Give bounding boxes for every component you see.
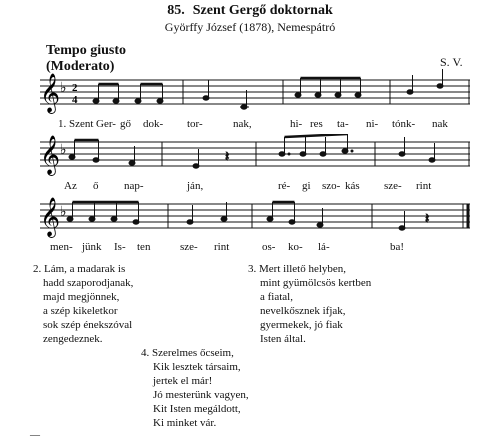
lyric-syllable: Az (64, 180, 77, 192)
verse-line: a fiatal, (260, 291, 293, 303)
collector-initials: S. V. (440, 55, 463, 69)
verse-4 (141, 346, 249, 430)
svg-text:𝄽: 𝄽 (425, 211, 430, 227)
song-number: 85. (167, 3, 185, 18)
lyric-syllable: ré- (278, 180, 291, 192)
verse-line: Jó mesterünk vagyen, (153, 389, 249, 401)
lyric-syllable: gi (302, 180, 311, 192)
tempo-marking-secondary: (Moderato) (46, 59, 115, 74)
lyric-syllable: men- (50, 241, 73, 253)
lyric-syllable: sze- (180, 241, 198, 253)
music-staff-3 (0, 196, 500, 240)
verse-line: jertek el már! (153, 375, 213, 387)
song-source: Györffy József (1878), Nemespátró (164, 20, 336, 34)
lyric-syllable: ba! (390, 241, 405, 253)
lyric-syllable: 1. Szent (58, 118, 94, 130)
lyric-syllable: Is- (114, 241, 126, 253)
lyric-syllable: sze- (384, 180, 402, 192)
svg-text:4: 4 (72, 94, 78, 106)
lyric-syllable: nap- (124, 180, 144, 192)
lyric-syllable: ján, (187, 180, 204, 192)
song-title-text: Szent Gergő doktornak (192, 3, 333, 18)
lyric-syllable: ko- (288, 241, 303, 253)
lyric-syllable: kás (345, 180, 360, 192)
verse-line: 3. Mert illető helyben, (248, 263, 347, 275)
svg-text:♭: ♭ (60, 80, 67, 96)
lyric-syllable: dok- (143, 118, 164, 130)
verse-line: Kik lesztek társaim, (153, 361, 241, 373)
lyric-syllable: lá- (318, 241, 330, 253)
lyric-syllable: nak (432, 118, 448, 130)
lyric-syllable: Ger- (96, 118, 116, 130)
verse-line: gyermekek, jó fiak (260, 319, 343, 331)
lyric-syllable: szo- (322, 180, 341, 192)
verse-line: Kit Isten megáldott, (153, 403, 241, 415)
verse-line: 2. Lám, a madarak is (33, 263, 126, 275)
tempo-marking: Tempo giusto (46, 43, 127, 58)
lyric-syllable: rint (214, 241, 230, 253)
treble-clef-icon: 𝄞 (40, 73, 61, 113)
verse-line: sok szép énekszóval (43, 319, 133, 331)
lyric-syllable: jünk (82, 241, 102, 253)
lyric-syllable: os- (262, 241, 276, 253)
svg-text:♭: ♭ (60, 142, 67, 158)
svg-text:♭: ♭ (60, 204, 67, 220)
lyric-syllable: tor- (187, 118, 203, 130)
lyric-syllable: hi- (290, 118, 303, 130)
svg-text:𝄽: 𝄽 (225, 149, 230, 165)
verse-line: 4. Szerelmes őcseim, (141, 347, 234, 359)
verse-3 (248, 262, 371, 346)
verse-line: a szép kikeletkor (43, 305, 118, 317)
verse-line: mint gyümölcsös kertben (260, 277, 372, 289)
lyric-syllable: tónk- (392, 118, 416, 130)
verse-line: zengedeznek. (43, 333, 103, 345)
lyric-syllable: ni- (366, 118, 379, 130)
lyric-syllable: ten (137, 241, 151, 253)
lyric-syllable: rint (416, 180, 432, 192)
verse-line: hadd szaporodjanak, (43, 277, 134, 289)
verse-line: majd megjönnek, (43, 291, 120, 303)
verse-2 (33, 262, 133, 346)
svg-text:2: 2 (72, 82, 78, 94)
verse-line: Isten által. (260, 333, 306, 345)
verse-line: Ki minket vár. (153, 417, 217, 429)
lyric-syllable: gő (120, 118, 131, 130)
lyric-syllable: ta- (337, 118, 349, 130)
lyric-syllable: nak, (233, 118, 252, 130)
lyric-syllable: ő (93, 180, 99, 192)
music-staff-2 (0, 134, 500, 178)
treble-clef-icon: 𝄞 (40, 197, 61, 237)
verse-line: nevelkősznek ifjak, (260, 305, 346, 317)
lyric-syllable: res (310, 118, 323, 130)
treble-clef-icon: 𝄞 (40, 135, 61, 175)
page-number: — (30, 430, 40, 441)
song-title (0, 3, 500, 19)
